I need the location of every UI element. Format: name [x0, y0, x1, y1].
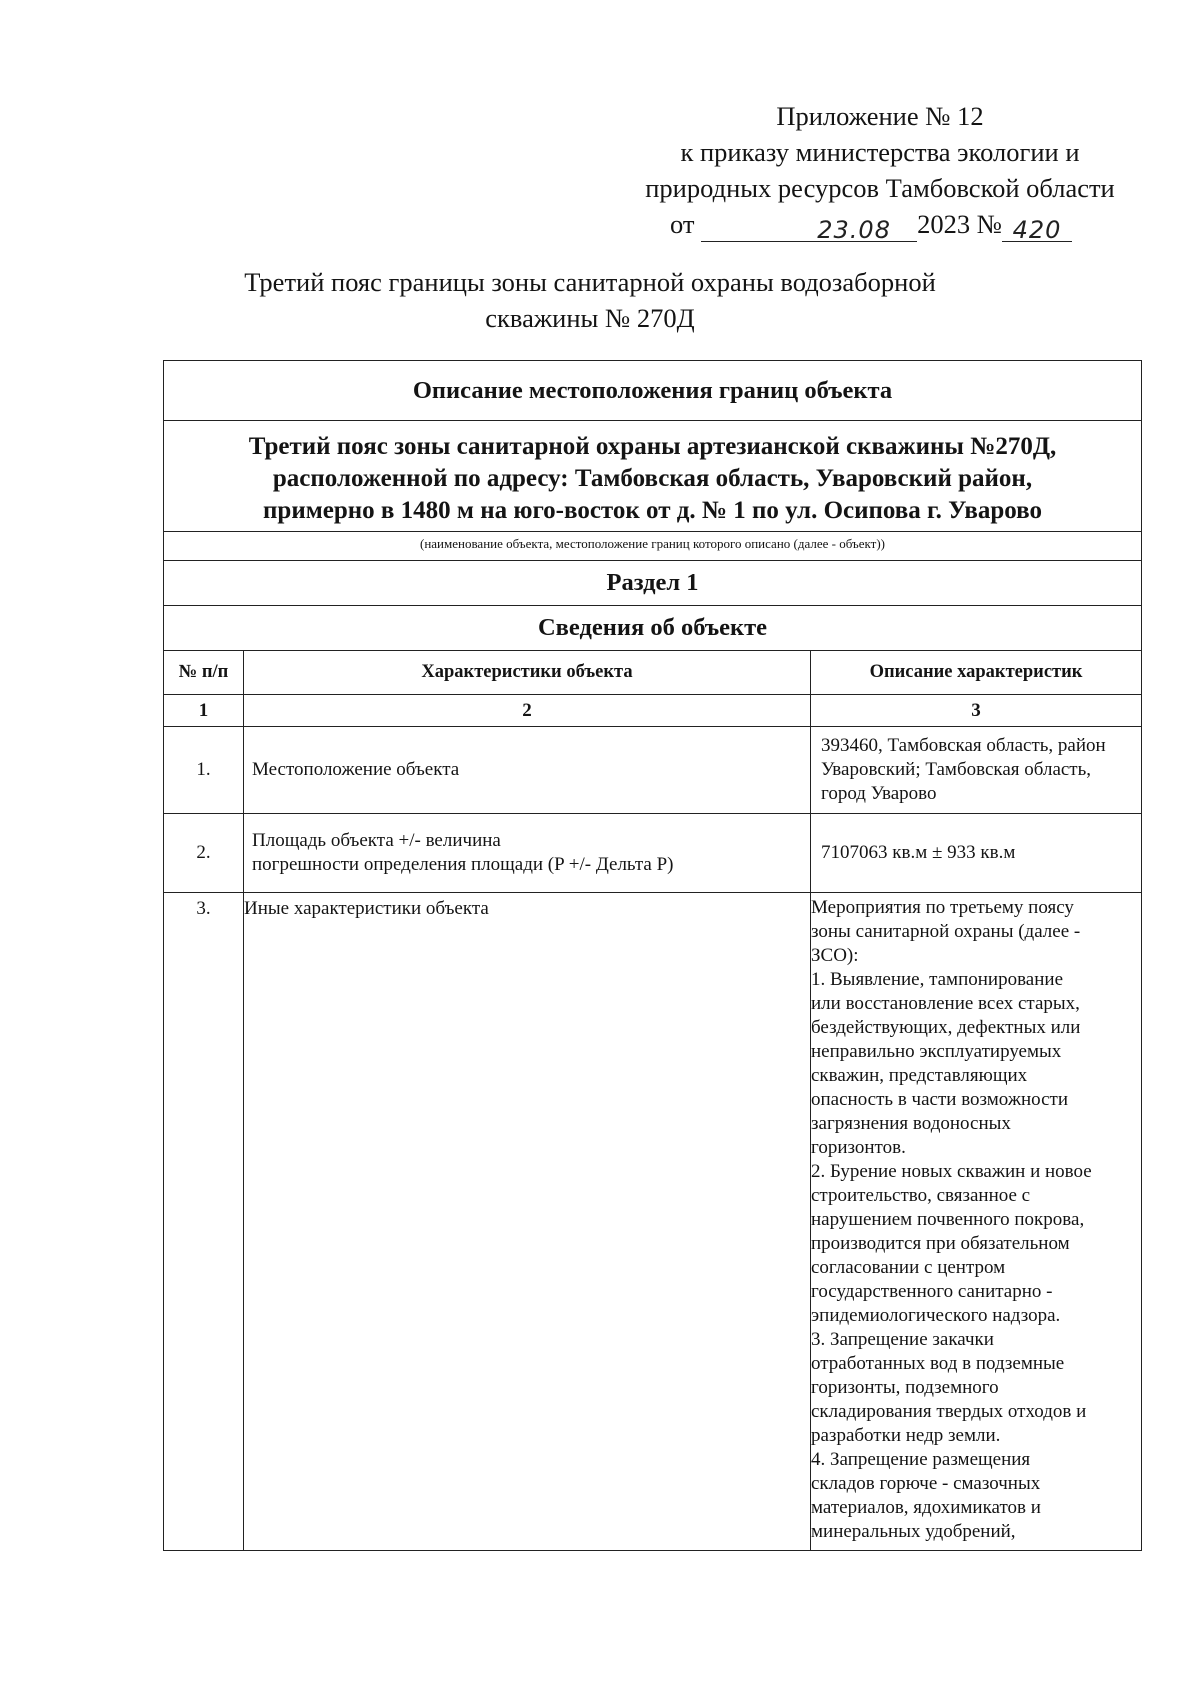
- description-line: Мероприятия по третьему поясу: [811, 897, 1074, 918]
- table-row: [164, 727, 1142, 814]
- description-line: неправильно эксплуатируемых: [811, 1041, 1062, 1062]
- description-line: загрязнения водоносных: [811, 1113, 1011, 1134]
- object-name-line-1: Третий пояс зоны санитарной охраны артезианской скважины №270Д,: [248, 433, 1057, 460]
- description-line: эпидемиологического надзора.: [811, 1305, 1061, 1326]
- row-description: 393460, Тамбовская область, район Уваровский; Тамбовская область, город Уварово: [811, 727, 1142, 814]
- object-name-note: (наименование объекта, местоположение границ которого описано (далее - объект)): [164, 531, 1141, 560]
- row-characteristic-line-1: Площадь объекта +/- величина: [252, 830, 501, 851]
- description-line: ЗСО):: [811, 945, 859, 966]
- object-name-line-3: примерно в 1480 м на юго-восток от д. № 1 по ул. Осипова г. Уварово: [263, 497, 1042, 524]
- description-line: 1. Выявление, тампонирование: [811, 969, 1064, 990]
- annex-date-line: [600, 206, 1160, 242]
- year-number-label: 2023 №: [917, 209, 1003, 239]
- table-row: [164, 893, 1142, 1551]
- document-title: [180, 264, 1000, 336]
- description-line: складов горюче - смазочных: [811, 1473, 1041, 1494]
- handwritten-date: 23.08: [817, 216, 891, 244]
- annex-line-3: природных ресурсов Тамбовской области: [645, 173, 1115, 203]
- date-prefix: от: [670, 209, 695, 239]
- description-line: отработанных вод в подземные: [811, 1353, 1065, 1374]
- row-description-list: [811, 893, 1142, 1551]
- description-line: опасность в части возможности: [811, 1089, 1068, 1110]
- description-line: материалов, ядохимикатов и: [811, 1497, 1041, 1518]
- column-number-1: 1: [164, 695, 244, 727]
- column-header-description: Описание характеристик: [811, 651, 1142, 695]
- description-line: или восстановление всех старых,: [811, 993, 1080, 1014]
- row-characteristic-line-2: погрешности определения площади (P +/- Дельта P): [252, 854, 674, 875]
- column-number-3: 3: [811, 695, 1142, 727]
- description-line: бездействующих, дефектных или: [811, 1017, 1081, 1038]
- date-field: [701, 211, 917, 242]
- description-line: строительство, связанное с: [811, 1185, 1031, 1206]
- annex-line-2: к приказу министерства экологии и: [680, 137, 1080, 167]
- annex-line-1: Приложение № 12: [776, 101, 984, 131]
- description-line: 4. Запрещение размещения: [811, 1449, 1031, 1470]
- object-name-line-2: расположенной по адресу: Тамбовская область, Уваровский район,: [272, 465, 1033, 492]
- description-lines: [811, 896, 1141, 1544]
- row-characteristic: Местоположение объекта: [244, 727, 811, 814]
- handwritten-order-number: 420: [1012, 216, 1062, 244]
- row-number: 2.: [164, 814, 244, 893]
- column-header-characteristic: Характеристики объекта: [244, 651, 811, 695]
- column-number-2: 2: [244, 695, 811, 727]
- description-line: нарушением почвенного покрова,: [811, 1209, 1085, 1230]
- description-line: 2. Бурение новых скважин и новое: [811, 1161, 1092, 1182]
- document-title-line-2: скважины № 270Д: [485, 303, 695, 333]
- description-line: производится при обязательном: [811, 1233, 1070, 1254]
- object-name: [164, 421, 1141, 527]
- order-number-field: [1002, 211, 1072, 242]
- column-header-number: № п/п: [164, 651, 244, 695]
- row-characteristic: Иные характеристики объекта: [244, 893, 811, 1551]
- row-number: 1.: [164, 727, 244, 814]
- row-description: 7107063 кв.м ± 933 кв.м: [811, 814, 1142, 893]
- section-number: Раздел 1: [164, 561, 1142, 606]
- table-row: [164, 814, 1142, 893]
- row-characteristic: [244, 814, 811, 893]
- object-info-table: [163, 360, 1142, 1551]
- document-title-line-1: Третий пояс границы зоны санитарной охраны водозаборной: [244, 267, 936, 297]
- row-number: 3.: [164, 893, 244, 1551]
- object-name-cell: [164, 421, 1142, 561]
- description-line: минеральных удобрений,: [811, 1521, 1016, 1542]
- description-line: 3. Запрещение закачки: [811, 1329, 994, 1350]
- description-line: разработки недр земли.: [811, 1425, 1001, 1446]
- description-line: горизонтов.: [811, 1137, 906, 1158]
- table-header: Описание местоположения границ объекта: [164, 361, 1142, 421]
- annex-header: [600, 98, 1160, 242]
- description-line: зоны санитарной охраны (далее -: [811, 921, 1081, 942]
- description-line: складирования твердых отходов и: [811, 1401, 1087, 1422]
- section-title: Сведения об объекте: [164, 606, 1142, 651]
- description-line: согласовании с центром: [811, 1257, 1006, 1278]
- description-line: горизонты, подземного: [811, 1377, 999, 1398]
- description-line: государственного санитарно -: [811, 1281, 1053, 1302]
- description-line: скважин, представляющих: [811, 1065, 1028, 1086]
